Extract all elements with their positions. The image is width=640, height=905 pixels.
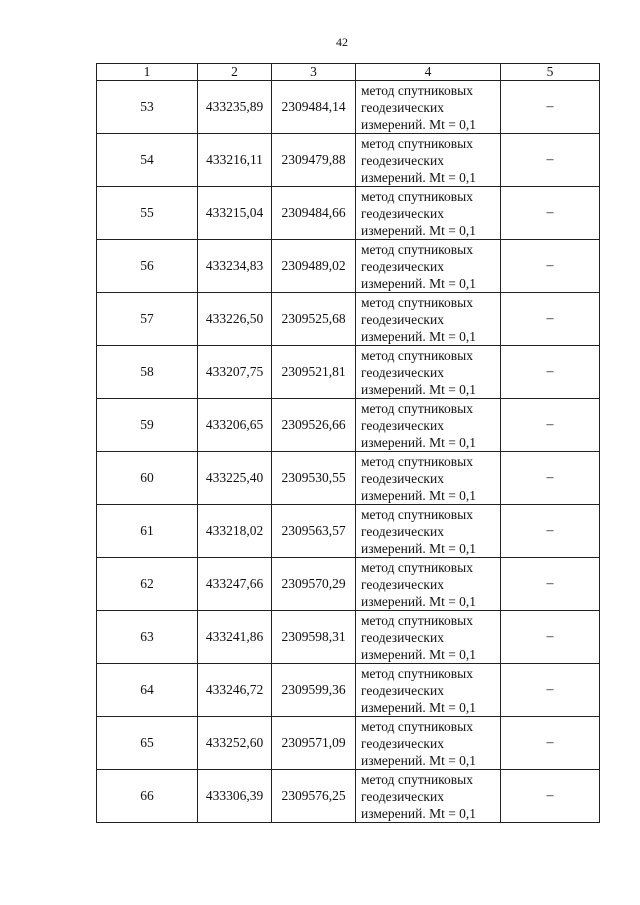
coordinate-y-cell: 2309576,25 xyxy=(272,770,356,823)
table-row xyxy=(97,187,600,240)
method-text-line: метод спутниковых xyxy=(361,665,473,681)
coordinate-x-cell: 433226,50 xyxy=(198,293,272,346)
point-number-cell: 65 xyxy=(97,717,198,770)
column-5-cell: – xyxy=(501,134,600,187)
table-row xyxy=(97,505,600,558)
table-row xyxy=(97,240,600,293)
method-text-line: геодезических xyxy=(361,311,444,327)
method-text-line: геодезических xyxy=(361,152,444,168)
method-text-line: метод спутниковых xyxy=(361,188,473,204)
point-number-cell: 60 xyxy=(97,452,198,505)
coordinate-y-cell: 2309525,68 xyxy=(272,293,356,346)
method-text-line: измерений. Mt = 0,1 xyxy=(361,646,477,662)
coordinate-x-cell: 433234,83 xyxy=(198,240,272,293)
coordinate-x-cell: 433252,60 xyxy=(198,717,272,770)
coordinate-x-cell: 433207,75 xyxy=(198,346,272,399)
table-row xyxy=(97,293,600,346)
table-row xyxy=(97,558,600,611)
point-number-cell: 64 xyxy=(97,664,198,717)
method-text-line: измерений. Mt = 0,1 xyxy=(361,699,477,715)
method-text-line: метод спутниковых xyxy=(361,559,473,575)
column-5-cell: – xyxy=(501,346,600,399)
point-number-cell: 61 xyxy=(97,505,198,558)
point-number-cell: 59 xyxy=(97,399,198,452)
method-text-line: геодезических xyxy=(361,364,444,380)
coordinate-y-cell: 2309484,14 xyxy=(272,81,356,134)
coordinate-x-cell: 433218,02 xyxy=(198,505,272,558)
coordinate-x-cell: 433235,89 xyxy=(198,81,272,134)
column-5-cell: – xyxy=(501,558,600,611)
table-header xyxy=(97,64,600,81)
coordinate-y-cell: 2309489,02 xyxy=(272,240,356,293)
method-text-line: геодезических xyxy=(361,417,444,433)
method-cell xyxy=(356,346,501,399)
method-cell xyxy=(356,558,501,611)
column-5-cell: – xyxy=(501,81,600,134)
method-text-line: геодезических xyxy=(361,523,444,539)
method-text-line: геодезических xyxy=(361,99,444,115)
coordinate-x-cell: 433306,39 xyxy=(198,770,272,823)
table-row xyxy=(97,770,600,823)
method-text-line: измерений. Mt = 0,1 xyxy=(361,805,477,821)
method-text-line: измерений. Mt = 0,1 xyxy=(361,540,477,556)
method-text-line: измерений. Mt = 0,1 xyxy=(361,169,477,185)
table-row xyxy=(97,346,600,399)
coordinate-y-cell: 2309571,09 xyxy=(272,717,356,770)
coordinate-y-cell: 2309570,29 xyxy=(272,558,356,611)
method-text-line: метод спутниковых xyxy=(361,82,473,98)
coordinate-y-cell: 2309530,55 xyxy=(272,452,356,505)
column-5-cell: – xyxy=(501,664,600,717)
method-text-line: геодезических xyxy=(361,205,444,221)
method-text-line: геодезических xyxy=(361,629,444,645)
method-cell xyxy=(356,240,501,293)
header-row xyxy=(97,64,600,81)
column-5-cell: – xyxy=(501,187,600,240)
method-text-line: измерений. Mt = 0,1 xyxy=(361,222,477,238)
method-text-line: метод спутниковых xyxy=(361,347,473,363)
coordinate-y-cell: 2309526,66 xyxy=(272,399,356,452)
header-col-3: 3 xyxy=(272,64,356,81)
method-text-line: метод спутниковых xyxy=(361,718,473,734)
coordinates-table xyxy=(96,63,600,823)
coordinate-x-cell: 433215,04 xyxy=(198,187,272,240)
method-cell xyxy=(356,611,501,664)
coordinate-x-cell: 433206,65 xyxy=(198,399,272,452)
method-cell xyxy=(356,664,501,717)
method-text-line: измерений. Mt = 0,1 xyxy=(361,381,477,397)
point-number-cell: 63 xyxy=(97,611,198,664)
coordinate-y-cell: 2309599,36 xyxy=(272,664,356,717)
header-col-1: 1 xyxy=(97,64,198,81)
coordinate-y-cell: 2309563,57 xyxy=(272,505,356,558)
column-5-cell: – xyxy=(501,717,600,770)
point-number-cell: 55 xyxy=(97,187,198,240)
table-row xyxy=(97,81,600,134)
point-number-cell: 62 xyxy=(97,558,198,611)
column-5-cell: – xyxy=(501,240,600,293)
column-5-cell: – xyxy=(501,611,600,664)
method-text-line: метод спутниковых xyxy=(361,771,473,787)
coordinate-y-cell: 2309479,88 xyxy=(272,134,356,187)
table-row xyxy=(97,399,600,452)
coordinate-y-cell: 2309484,66 xyxy=(272,187,356,240)
coordinate-x-cell: 433225,40 xyxy=(198,452,272,505)
method-text-line: геодезических xyxy=(361,470,444,486)
method-text-line: измерений. Mt = 0,1 xyxy=(361,116,477,132)
header-col-2: 2 xyxy=(198,64,272,81)
method-text-line: измерений. Mt = 0,1 xyxy=(361,752,477,768)
table-row xyxy=(97,134,600,187)
column-5-cell: – xyxy=(501,452,600,505)
method-cell xyxy=(356,134,501,187)
method-text-line: измерений. Mt = 0,1 xyxy=(361,593,477,609)
method-text-line: геодезических xyxy=(361,258,444,274)
method-text-line: метод спутниковых xyxy=(361,612,473,628)
header-col-4: 4 xyxy=(356,64,501,81)
point-number-cell: 53 xyxy=(97,81,198,134)
method-text-line: измерений. Mt = 0,1 xyxy=(361,275,477,291)
column-5-cell: – xyxy=(501,770,600,823)
method-text-line: измерений. Mt = 0,1 xyxy=(361,487,477,503)
point-number-cell: 56 xyxy=(97,240,198,293)
method-text-line: измерений. Mt = 0,1 xyxy=(361,328,477,344)
method-text-line: метод спутниковых xyxy=(361,135,473,151)
column-5-cell: – xyxy=(501,399,600,452)
method-text-line: геодезических xyxy=(361,576,444,592)
method-text-line: измерений. Mt = 0,1 xyxy=(361,434,477,450)
table-body xyxy=(97,81,600,823)
method-cell xyxy=(356,505,501,558)
coordinate-y-cell: 2309521,81 xyxy=(272,346,356,399)
coordinate-x-cell: 433216,11 xyxy=(198,134,272,187)
method-text-line: метод спутниковых xyxy=(361,241,473,257)
method-text-line: метод спутниковых xyxy=(361,453,473,469)
method-text-line: метод спутниковых xyxy=(361,400,473,416)
method-cell xyxy=(356,187,501,240)
column-5-cell: – xyxy=(501,293,600,346)
method-text-line: геодезических xyxy=(361,735,444,751)
method-text-line: метод спутниковых xyxy=(361,506,473,522)
column-5-cell: – xyxy=(501,505,600,558)
point-number-cell: 54 xyxy=(97,134,198,187)
method-cell xyxy=(356,81,501,134)
table-row xyxy=(97,611,600,664)
point-number-cell: 66 xyxy=(97,770,198,823)
coordinate-x-cell: 433246,72 xyxy=(198,664,272,717)
method-cell xyxy=(356,293,501,346)
method-cell xyxy=(356,399,501,452)
method-cell xyxy=(356,770,501,823)
header-col-5: 5 xyxy=(501,64,600,81)
coordinate-x-cell: 433247,66 xyxy=(198,558,272,611)
coordinate-y-cell: 2309598,31 xyxy=(272,611,356,664)
point-number-cell: 57 xyxy=(97,293,198,346)
method-cell xyxy=(356,452,501,505)
page-number: 42 xyxy=(336,35,348,49)
table-row xyxy=(97,664,600,717)
table-row xyxy=(97,717,600,770)
coordinate-x-cell: 433241,86 xyxy=(198,611,272,664)
table-row xyxy=(97,452,600,505)
method-text-line: метод спутниковых xyxy=(361,294,473,310)
method-text-line: геодезических xyxy=(361,682,444,698)
method-cell xyxy=(356,717,501,770)
method-text-line: геодезических xyxy=(361,788,444,804)
point-number-cell: 58 xyxy=(97,346,198,399)
